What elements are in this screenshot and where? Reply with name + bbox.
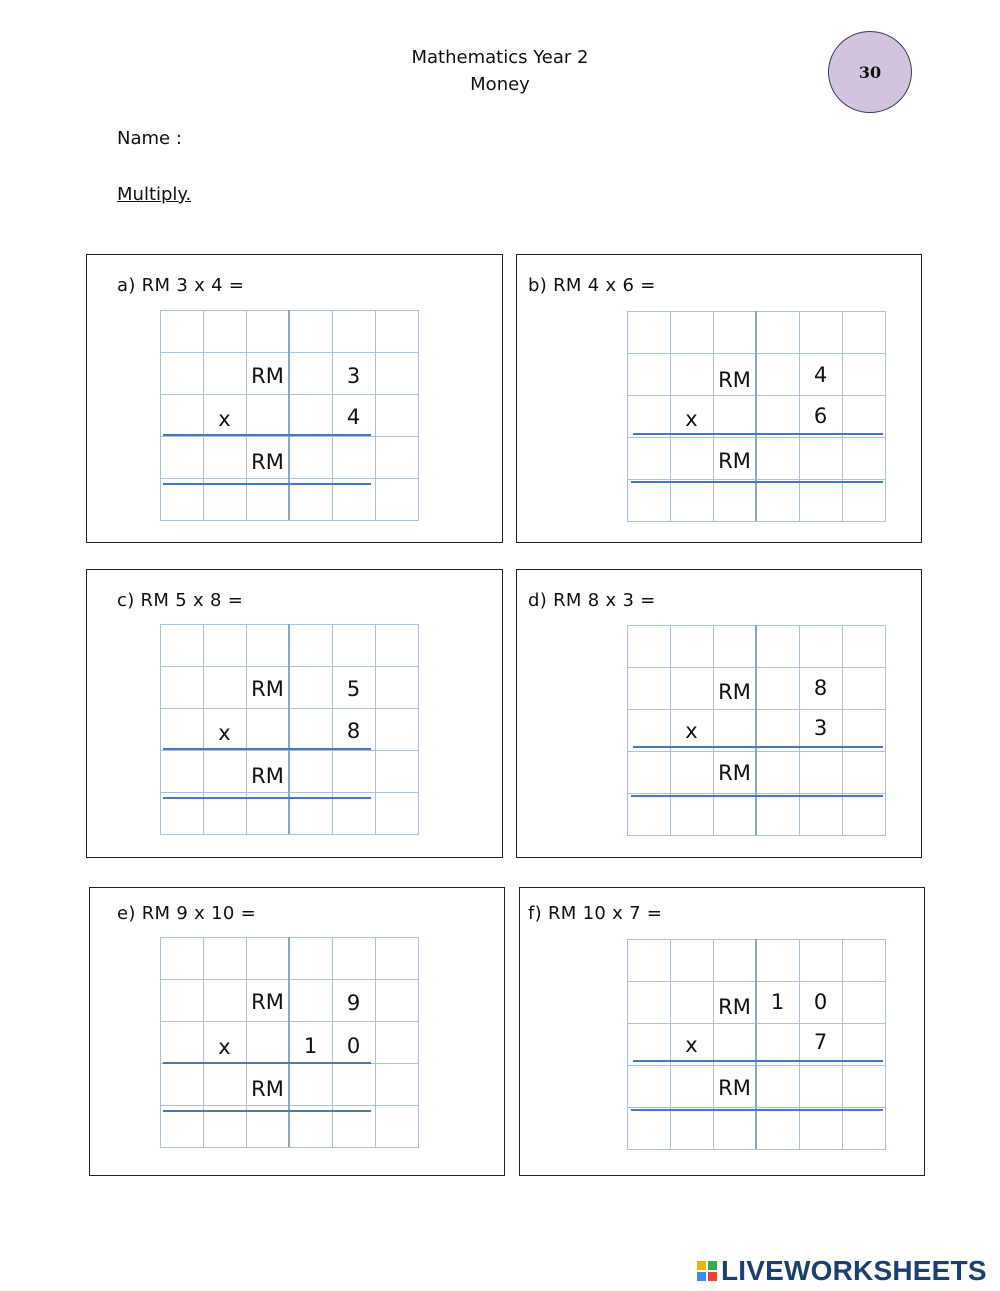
answer-currency-label: RM bbox=[718, 449, 751, 473]
top-digit-tens: 1 bbox=[770, 990, 785, 1014]
liveworksheets-logo[interactable] bbox=[697, 1255, 987, 1287]
instruction-text: Multiply. bbox=[117, 184, 192, 205]
operator-sign: x bbox=[685, 719, 698, 743]
grid-divider bbox=[755, 311, 757, 521]
worksheet-title: Mathematics Year 2 bbox=[411, 47, 589, 68]
grid-divider bbox=[755, 939, 757, 1149]
currency-label: RM bbox=[718, 680, 751, 704]
operation-line bbox=[633, 746, 883, 748]
question-label: b) RM 4 x 6 = bbox=[528, 275, 656, 296]
answer-grid bbox=[627, 311, 886, 522]
answer-grid bbox=[160, 310, 419, 521]
grid-divider bbox=[755, 625, 757, 835]
score-badge: 30 bbox=[828, 31, 912, 113]
question-label: f) RM 10 x 7 = bbox=[528, 903, 663, 924]
operator-sign: x bbox=[685, 1033, 698, 1057]
brand-square bbox=[697, 1272, 706, 1281]
bottom-digit-ones: 8 bbox=[346, 719, 361, 743]
worksheet-subtitle: Money bbox=[470, 74, 530, 95]
answer-line bbox=[631, 795, 883, 797]
name-label: Name : bbox=[117, 128, 182, 149]
grid-divider bbox=[288, 310, 290, 520]
brand-name: LIVEWORKSHEETS bbox=[721, 1255, 987, 1286]
question-box-e bbox=[89, 887, 505, 1176]
answer-grid bbox=[627, 939, 886, 1150]
answer-currency-label: RM bbox=[251, 450, 284, 474]
answer-currency-label: RM bbox=[718, 761, 751, 785]
question-box-d bbox=[516, 569, 922, 858]
currency-label: RM bbox=[251, 990, 284, 1014]
question-box-f bbox=[519, 887, 925, 1176]
currency-label: RM bbox=[718, 368, 751, 392]
bottom-digit-ones: 3 bbox=[813, 716, 828, 740]
answer-currency-label: RM bbox=[251, 764, 284, 788]
top-digit-ones: 4 bbox=[813, 363, 828, 387]
answer-line bbox=[163, 1110, 371, 1112]
bottom-digit-ones: 6 bbox=[813, 404, 828, 428]
answer-currency-label: RM bbox=[718, 1076, 751, 1100]
currency-label: RM bbox=[251, 364, 284, 388]
brand-square bbox=[697, 1261, 706, 1270]
bottom-digit-tens: 1 bbox=[303, 1034, 318, 1058]
question-label: d) RM 8 x 3 = bbox=[528, 590, 656, 611]
bottom-digit-ones: 4 bbox=[346, 405, 361, 429]
brand-square bbox=[708, 1261, 717, 1270]
operation-line bbox=[163, 434, 371, 436]
answer-grid bbox=[160, 624, 419, 835]
operation-line bbox=[633, 433, 883, 435]
top-digit-ones: 9 bbox=[346, 991, 361, 1015]
operation-line bbox=[633, 1060, 883, 1062]
answer-grid bbox=[160, 937, 419, 1148]
operator-sign: x bbox=[218, 1035, 231, 1059]
grid-divider bbox=[288, 624, 290, 834]
question-label: a) RM 3 x 4 = bbox=[117, 275, 245, 296]
answer-line bbox=[631, 481, 883, 483]
answer-grid bbox=[627, 625, 886, 836]
operation-line bbox=[163, 1062, 371, 1064]
operator-sign: x bbox=[218, 407, 231, 431]
top-digit-ones: 3 bbox=[346, 364, 361, 388]
question-label: c) RM 5 x 8 = bbox=[117, 590, 244, 611]
answer-line bbox=[631, 1109, 883, 1111]
answer-line bbox=[163, 797, 371, 799]
operator-sign: x bbox=[218, 721, 231, 745]
brand-square bbox=[708, 1272, 717, 1281]
brand-mark-icon bbox=[697, 1261, 717, 1281]
answer-currency-label: RM bbox=[251, 1077, 284, 1101]
question-box-a bbox=[86, 254, 503, 543]
top-digit-ones: 5 bbox=[346, 677, 361, 701]
operation-line bbox=[163, 748, 371, 750]
question-box-c bbox=[86, 569, 503, 858]
question-label: e) RM 9 x 10 = bbox=[117, 903, 257, 924]
top-digit-ones: 0 bbox=[813, 990, 828, 1014]
answer-line bbox=[163, 483, 371, 485]
question-box-b bbox=[516, 254, 922, 543]
operator-sign: x bbox=[685, 407, 698, 431]
bottom-digit-ones: 0 bbox=[346, 1034, 361, 1058]
currency-label: RM bbox=[251, 677, 284, 701]
currency-label: RM bbox=[718, 995, 751, 1019]
bottom-digit-ones: 7 bbox=[813, 1030, 828, 1054]
top-digit-ones: 8 bbox=[813, 676, 828, 700]
